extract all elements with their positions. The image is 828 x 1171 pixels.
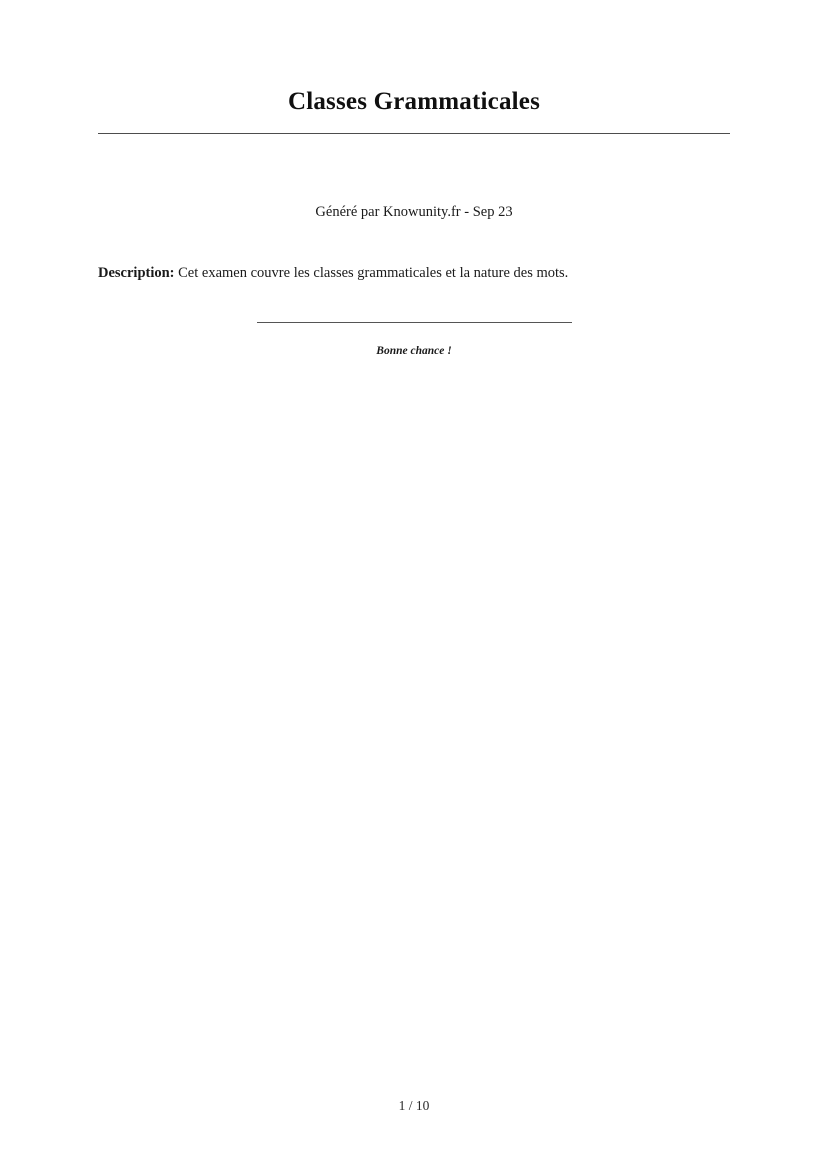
good-luck-text: Bonne chance ! xyxy=(376,345,452,357)
page-number: 1 / 10 xyxy=(398,1098,430,1113)
page-title: Classes Grammaticales xyxy=(287,88,541,115)
section-divider xyxy=(257,322,572,323)
description-text: Cet examen couvre les classes grammaticales et la nature des mots. xyxy=(174,265,569,281)
title-divider xyxy=(98,133,730,134)
description-paragraph xyxy=(98,263,738,283)
generated-by-text: Généré par Knowunity.fr - Sep 23 xyxy=(315,204,513,220)
description-label: Description: xyxy=(98,265,175,281)
